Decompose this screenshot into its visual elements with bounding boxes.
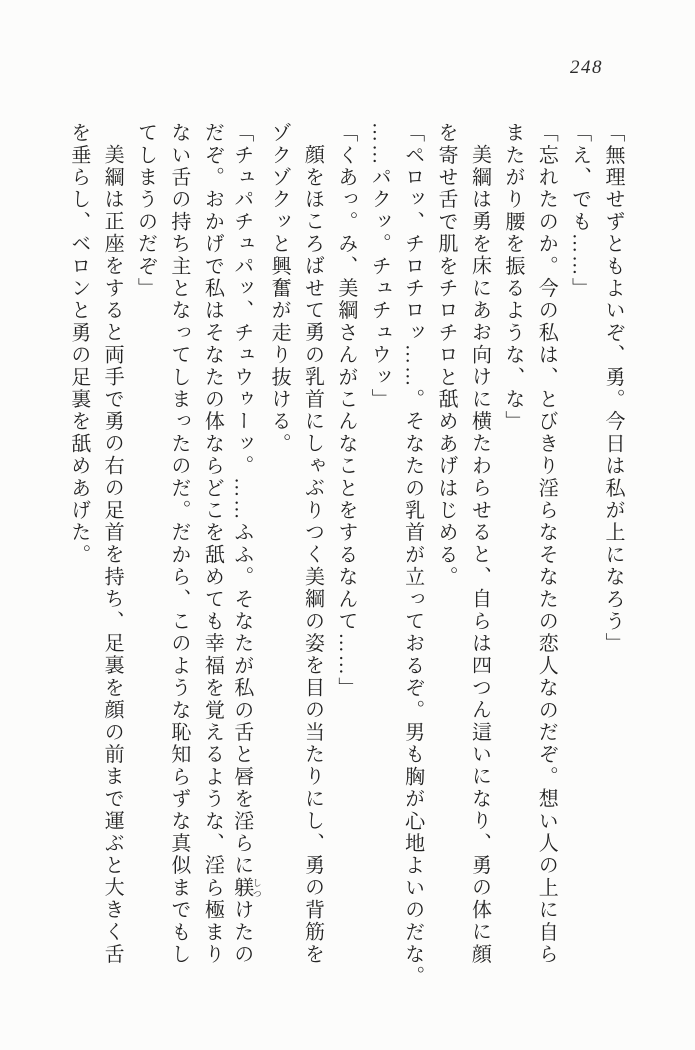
text-column: ……パクッ。チュチュウッ」 [368,122,391,411]
text-column: だぞ。おかげで私はそなたの体ならどこを舐めても幸福を覚えるような、淫ら極まり [201,122,224,966]
ruby-annotation: 躾 しつ [230,876,262,900]
text-column: 「え、でも……」 [568,122,591,300]
page-number: 248 [570,57,603,78]
text-column: を寄せ舌で肌をチロチロと舐めあげはじめる。 [435,122,458,589]
text-column: 「チュパチュパッ、チュウゥーッ。……ふふ。そなたが私の舌と唇を淫らに躾 しつけたの [230,122,262,966]
text-column: を垂らし、ベロンと勇の足裏を舐めあげた。 [67,122,90,566]
text-column: 「忘れたのか。今の私は、とびきり淫らなそなたの恋人なのだぞ。想い人の上に自ら [535,122,558,966]
text-column: てしまうのだぞ」 [134,122,157,300]
text-column: 「無理せずともよいぞ、勇。今日は私が上になろう」 [602,122,624,655]
text-column: 美綱は勇を床にあお向けに横たわらせると、自らは四つん這いになり、勇の体に顔 [468,144,491,966]
text-column: ない舌の持ち主となってしまったのだ。だから、このような恥知らずな真似までもし [167,122,190,966]
text-column: 顔をほころばせて勇の乳首にしゃぶりつく美綱の姿を目の当たりにし、勇の背筋を [301,144,324,966]
text-column: 「くあっ。み、美綱さんがこんなことをするなんて……」 [334,122,357,700]
text-column: ゾクゾクッと興奮が走り抜ける。 [268,122,291,455]
text-column: またがり腰を振るような、な」 [501,122,524,433]
text-column: 「ペロッ、チロチロッ……。そなたの乳首が立っておるぞ。男も胸が心地よいのだな。 [401,122,424,988]
text-column: 美綱は正座をすると両手で勇の右の足首を持ち、足裏を顔の前まで運ぶと大きく舌 [101,144,124,966]
page-text [61,122,629,988]
